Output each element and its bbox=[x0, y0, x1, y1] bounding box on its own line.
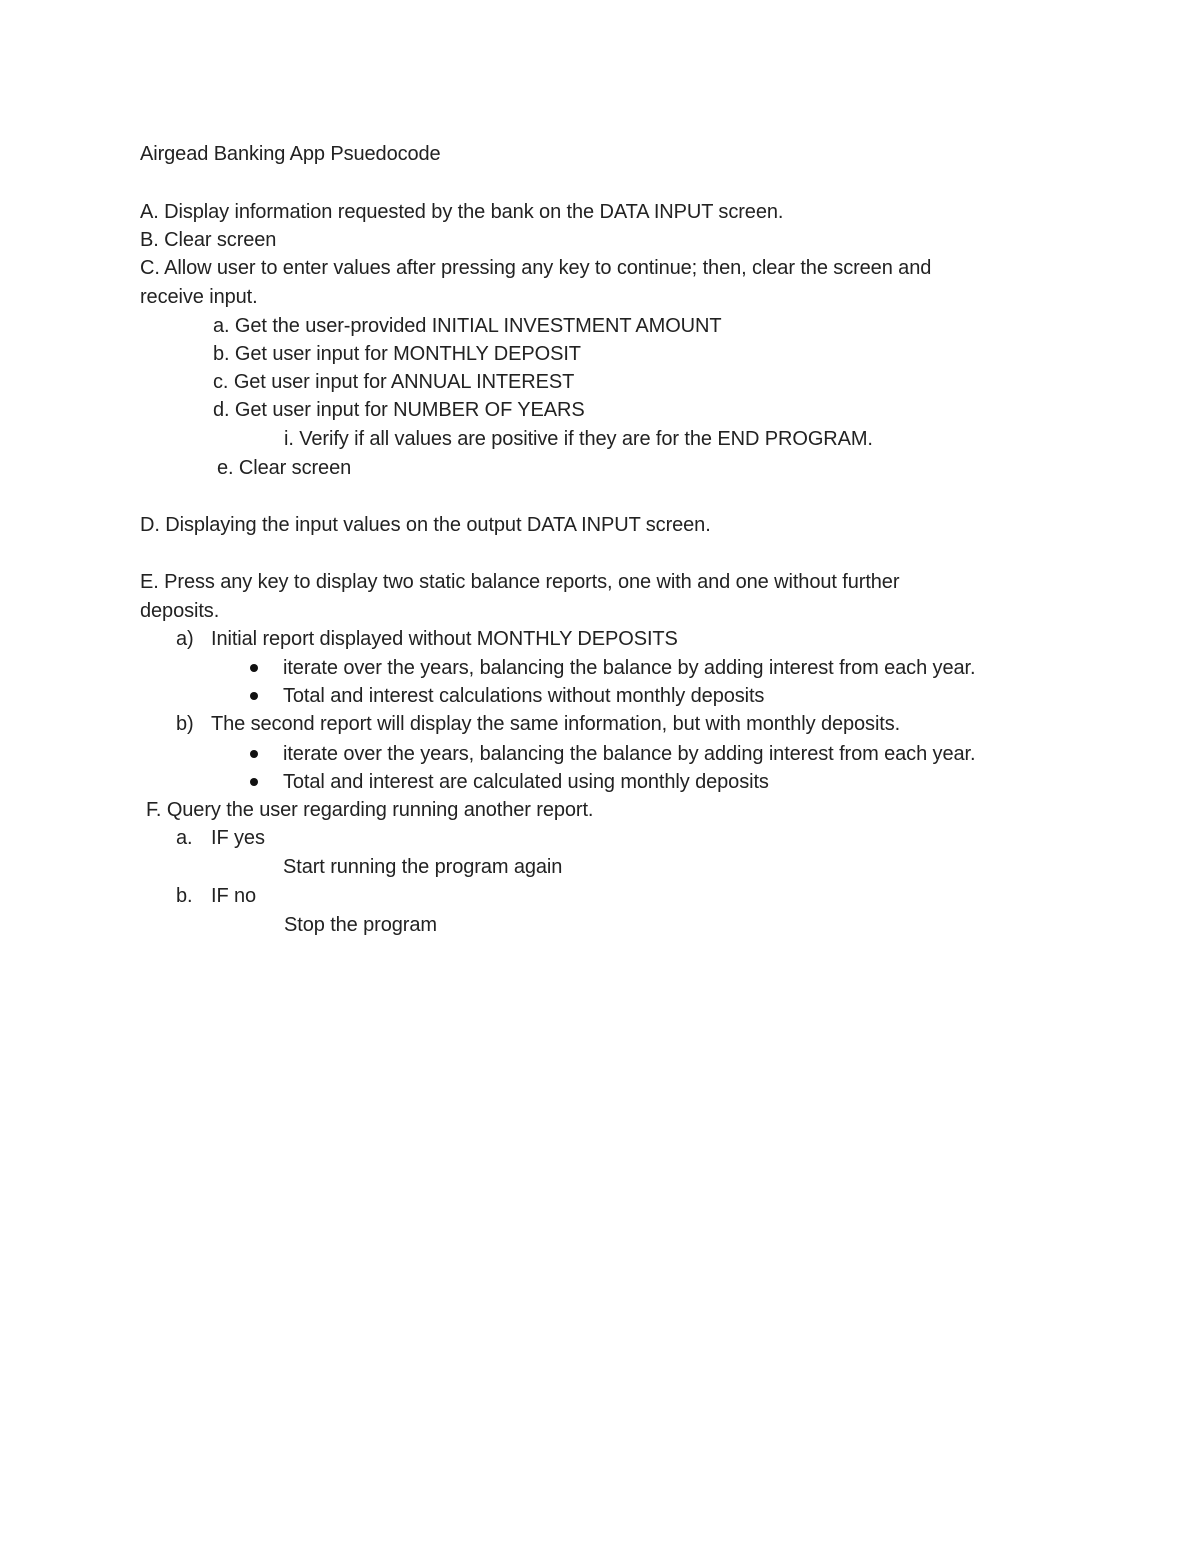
section-c-line-1: C. Allow user to enter values after pressing any key to continue; then, clear the screen and bbox=[140, 257, 932, 279]
document-title: Airgead Banking App Psuedocode bbox=[140, 143, 441, 165]
report-a-marker: a) bbox=[176, 628, 194, 650]
report-a-bullet-1: iterate over the years, balancing the balance by adding interest from each year. bbox=[283, 657, 976, 679]
report-a-bullet-2: Total and interest calculations without monthly deposits bbox=[283, 685, 765, 707]
section-a-text: A. Display information requested by the bank on the DATA INPUT screen. bbox=[140, 201, 784, 223]
section-b-text: B. Clear screen bbox=[140, 229, 277, 251]
option-a-marker: a. bbox=[176, 827, 193, 849]
bullet-icon bbox=[250, 692, 258, 700]
section-c-sub-item-i: i. Verify if all values are positive if they are for the END PROGRAM. bbox=[284, 428, 873, 450]
option-b-text: IF no bbox=[211, 885, 257, 907]
option-b-action: Stop the program bbox=[284, 914, 437, 936]
report-b-marker: b) bbox=[176, 713, 194, 735]
section-e-line-1: E. Press any key to display two static balance reports, one with and one without further bbox=[140, 571, 900, 593]
report-b-bullet-2: Total and interest are calculated using monthly deposits bbox=[283, 771, 769, 793]
bullet-icon bbox=[250, 664, 258, 672]
bullet-icon bbox=[250, 750, 258, 758]
bullet-icon bbox=[250, 778, 258, 786]
option-b-marker: b. bbox=[176, 885, 193, 907]
section-c-item-e: e. Clear screen bbox=[217, 457, 352, 479]
section-c-line-2: receive input. bbox=[140, 286, 258, 308]
section-c-item-d: d. Get user input for NUMBER OF YEARS bbox=[213, 399, 585, 421]
section-c-item-c: c. Get user input for ANNUAL INTEREST bbox=[213, 371, 575, 393]
option-a-action: Start running the program again bbox=[283, 856, 563, 878]
report-a-text: Initial report displayed without MONTHLY DEPOSITS bbox=[211, 628, 678, 650]
report-b-bullet-1: iterate over the years, balancing the balance by adding interest from each year. bbox=[283, 743, 976, 765]
report-b-text: The second report will display the same information, but with monthly deposits. bbox=[211, 713, 901, 735]
section-d-text: D. Displaying the input values on the output DATA INPUT screen. bbox=[140, 514, 711, 536]
section-c-item-a: a. Get the user-provided INITIAL INVESTMENT AMOUNT bbox=[213, 315, 722, 337]
section-c-item-b: b. Get user input for MONTHLY DEPOSIT bbox=[213, 343, 581, 365]
option-a-text: IF yes bbox=[211, 827, 265, 849]
section-f-text: F. Query the user regarding running another report. bbox=[146, 799, 594, 821]
section-e-line-2: deposits. bbox=[140, 600, 220, 622]
